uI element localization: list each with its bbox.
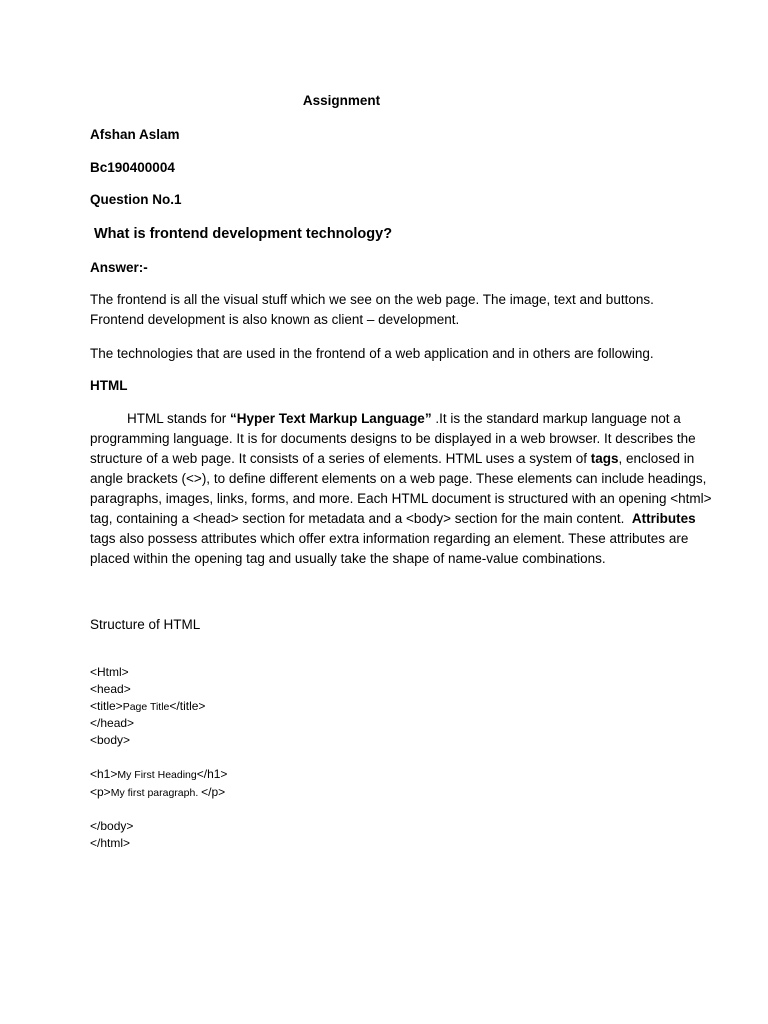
intro-paragraph <box>90 290 680 330</box>
code-tag: <h1> <box>90 766 118 781</box>
html-line-1-text: HTML stands for <box>127 411 231 426</box>
code-text: My First Heading <box>117 768 197 781</box>
code-tag: </h1> <box>196 766 228 781</box>
student-id: Bc190400004 <box>90 160 175 175</box>
html-line-3-text: structure of a web page. It consists of a series of elements. HTML uses a system of <box>90 451 591 466</box>
code-blank-line <box>90 801 227 818</box>
code-block <box>90 664 227 852</box>
html-line-1-tail: .It is the standard markup language not a <box>431 411 681 426</box>
structure-heading: Structure of HTML <box>90 617 201 632</box>
html-paragraph-line-8: placed within the opening tag and usually take the shape of name-value combinations. <box>90 551 606 566</box>
code-line <box>90 766 227 784</box>
question-heading: What is frontend development technology? <box>94 226 393 242</box>
html-paragraph-line-7: tags also possess attributes which offer extra information regarding an element. These attributes are <box>90 531 689 546</box>
intro-line-2: Frontend development is also known as client – development. <box>90 312 460 327</box>
html-paragraph <box>90 409 712 569</box>
code-line: </body> <box>90 819 134 834</box>
code-text: My first paragraph. <box>110 786 202 799</box>
html-paragraph-line-5: paragraphs, images, links, forms, and more. Each HTML document is structured with an opening <html> <box>90 491 712 506</box>
intro-line-1: The frontend is all the visual stuff which we see on the web page. The image, text and buttons. <box>90 292 654 307</box>
technologies-line: The technologies that are used in the frontend of a web application and in others are following. <box>90 346 654 361</box>
html-paragraph-line-6 <box>90 509 696 529</box>
code-line: </html> <box>90 835 131 850</box>
html-line-3-tail: , enclosed in <box>618 451 695 466</box>
code-line <box>90 784 227 802</box>
code-tag: <title> <box>90 698 123 713</box>
html-line-1-bold: “Hyper Text Markup Language” <box>230 411 432 426</box>
html-paragraph-line-4: angle brackets (<>), to define different elements on a web page. These elements can include headings, <box>90 471 707 486</box>
code-line <box>90 698 227 716</box>
code-tag: </title> <box>169 698 206 713</box>
author-name: Afshan Aslam <box>90 127 180 142</box>
code-text: Page Title <box>122 700 170 713</box>
code-line: <Html> <box>90 665 129 679</box>
document-title: Assignment <box>302 93 381 108</box>
code-line: <head> <box>90 681 131 696</box>
html-line-6-bold: Attributes <box>631 511 696 526</box>
code-line: <body> <box>90 733 131 748</box>
code-tag: </p> <box>201 784 226 799</box>
html-paragraph-line-3 <box>90 449 695 469</box>
code-blank-line <box>90 749 227 766</box>
html-line-6-text: tag, containing a <head> section for metadata and a <body> section for the main content. <box>90 511 632 526</box>
html-paragraph-line-1 <box>90 409 680 429</box>
question-number: Question No.1 <box>90 192 182 207</box>
code-tag: <p> <box>90 784 111 799</box>
code-line: </head> <box>90 716 135 731</box>
html-line-3-bold: tags <box>590 451 619 466</box>
html-heading: HTML <box>90 378 128 393</box>
answer-label: Answer:- <box>90 260 148 275</box>
html-paragraph-line-2: programming language. It is for documents designs to be displayed in a web browser. It describes the <box>90 431 696 446</box>
